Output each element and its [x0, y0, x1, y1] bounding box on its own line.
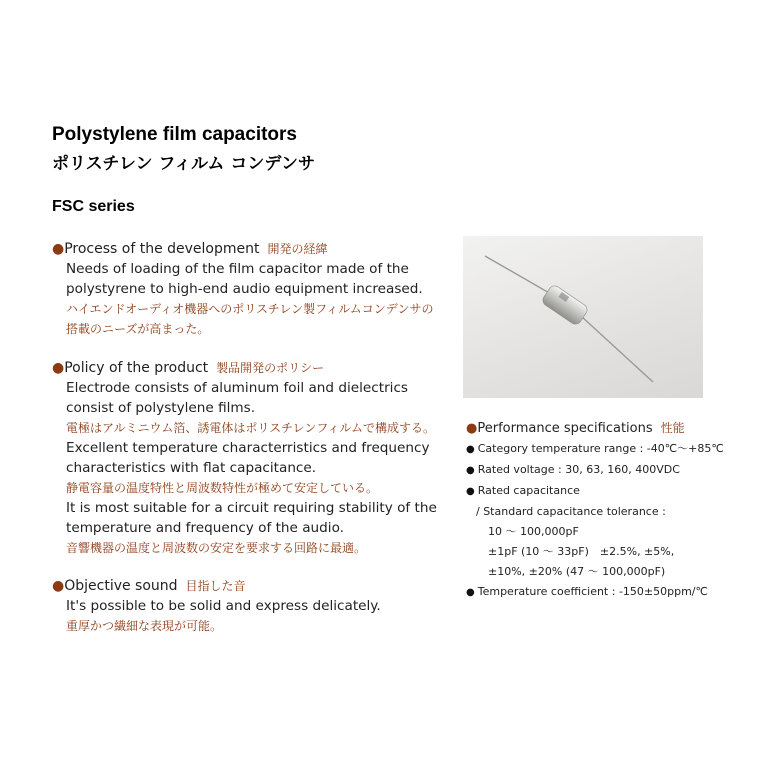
- dot-icon: ●: [466, 444, 475, 455]
- bullet-icon: ●: [466, 421, 478, 436]
- text-line-jp: ハイエンドオーディオ機器へのポリスチレン製フィルムコンデンサの: [66, 302, 434, 316]
- text-line: polystyrene to high-end audio equipment increased.: [66, 281, 423, 297]
- capacitor-icon: [463, 236, 703, 398]
- text-line: Needs of loading of the film capacitor made of the: [66, 261, 409, 277]
- dot-icon: ●: [466, 465, 475, 476]
- section-sound: [52, 576, 452, 636]
- page-title: Polystylene film capacitors: [52, 124, 297, 145]
- series-heading: FSC series: [52, 198, 135, 215]
- text-line-jp: 電極はアルミニウム箔、誘電体はポリスチレンフィルムで構成する。: [66, 421, 435, 435]
- spec-tolerance-2: ±10%, ±20% (47 ～ 100,000pF): [488, 565, 666, 578]
- text-line: It is most suitable for a circuit requiring stability of the: [66, 500, 437, 516]
- text-line: It's possible to be solid and express delicately.: [66, 598, 381, 614]
- text-line-jp: 音響機器の温度と周波数の安定を要求する回路に最適。: [66, 541, 367, 555]
- bullet-icon: ●: [52, 241, 65, 257]
- performance-specs: [466, 418, 756, 603]
- section-heading: ●Policy of the product 製品開発のポリシー: [52, 360, 325, 376]
- section-policy: [52, 358, 452, 558]
- page-title-jp: ポリスチレン フィルム コンデンサ: [52, 154, 316, 174]
- spec-tolerance-label: / Standard capacitance tolerance :: [476, 505, 666, 518]
- dot-icon: ●: [466, 587, 475, 598]
- capacitor-photo: [463, 236, 703, 398]
- bullet-icon: ●: [52, 360, 65, 376]
- text-line: characteristics with flat capacitance.: [66, 460, 317, 476]
- spec-heading: ●Performance specifications 性能: [466, 421, 685, 436]
- spec-cap-range: 10 ～ 100,000pF: [488, 525, 579, 538]
- bullet-icon: ●: [52, 578, 65, 594]
- text-line-jp: 静電容量の温度特性と周波数特性が極めて安定している。: [66, 481, 379, 495]
- spec-rated-capacitance: ● Rated capacitance: [466, 484, 580, 497]
- text-line: temperature and frequency of the audio.: [66, 520, 344, 536]
- spec-temp-coefficient: ● Temperature coefficient : -150±50ppm/℃: [466, 585, 708, 598]
- spec-rated-voltage: ● Rated voltage : 30, 63, 160, 400VDC: [466, 463, 680, 476]
- dot-icon: ●: [466, 486, 475, 497]
- text-line-jp: 重厚かつ繊細な表現が可能。: [66, 619, 223, 633]
- text-line: Electrode consists of aluminum foil and dielectrics: [66, 380, 409, 396]
- spec-category-temp: ● Category temperature range : -40℃～+85℃: [466, 442, 724, 455]
- section-heading: ●Objective sound 目指した音: [52, 578, 246, 594]
- spec-tolerance-1: ±1pF (10 ～ 33pF) ±2.5%, ±5%,: [488, 545, 675, 558]
- text-line: consist of polystylene films.: [66, 400, 256, 416]
- text-line: Excellent temperature characterristics and frequency: [66, 440, 430, 456]
- section-heading: ●Process of the development 開発の経緯: [52, 241, 328, 257]
- text-line-jp: 搭載のニーズが高まった。: [66, 322, 210, 336]
- section-development: [52, 239, 452, 339]
